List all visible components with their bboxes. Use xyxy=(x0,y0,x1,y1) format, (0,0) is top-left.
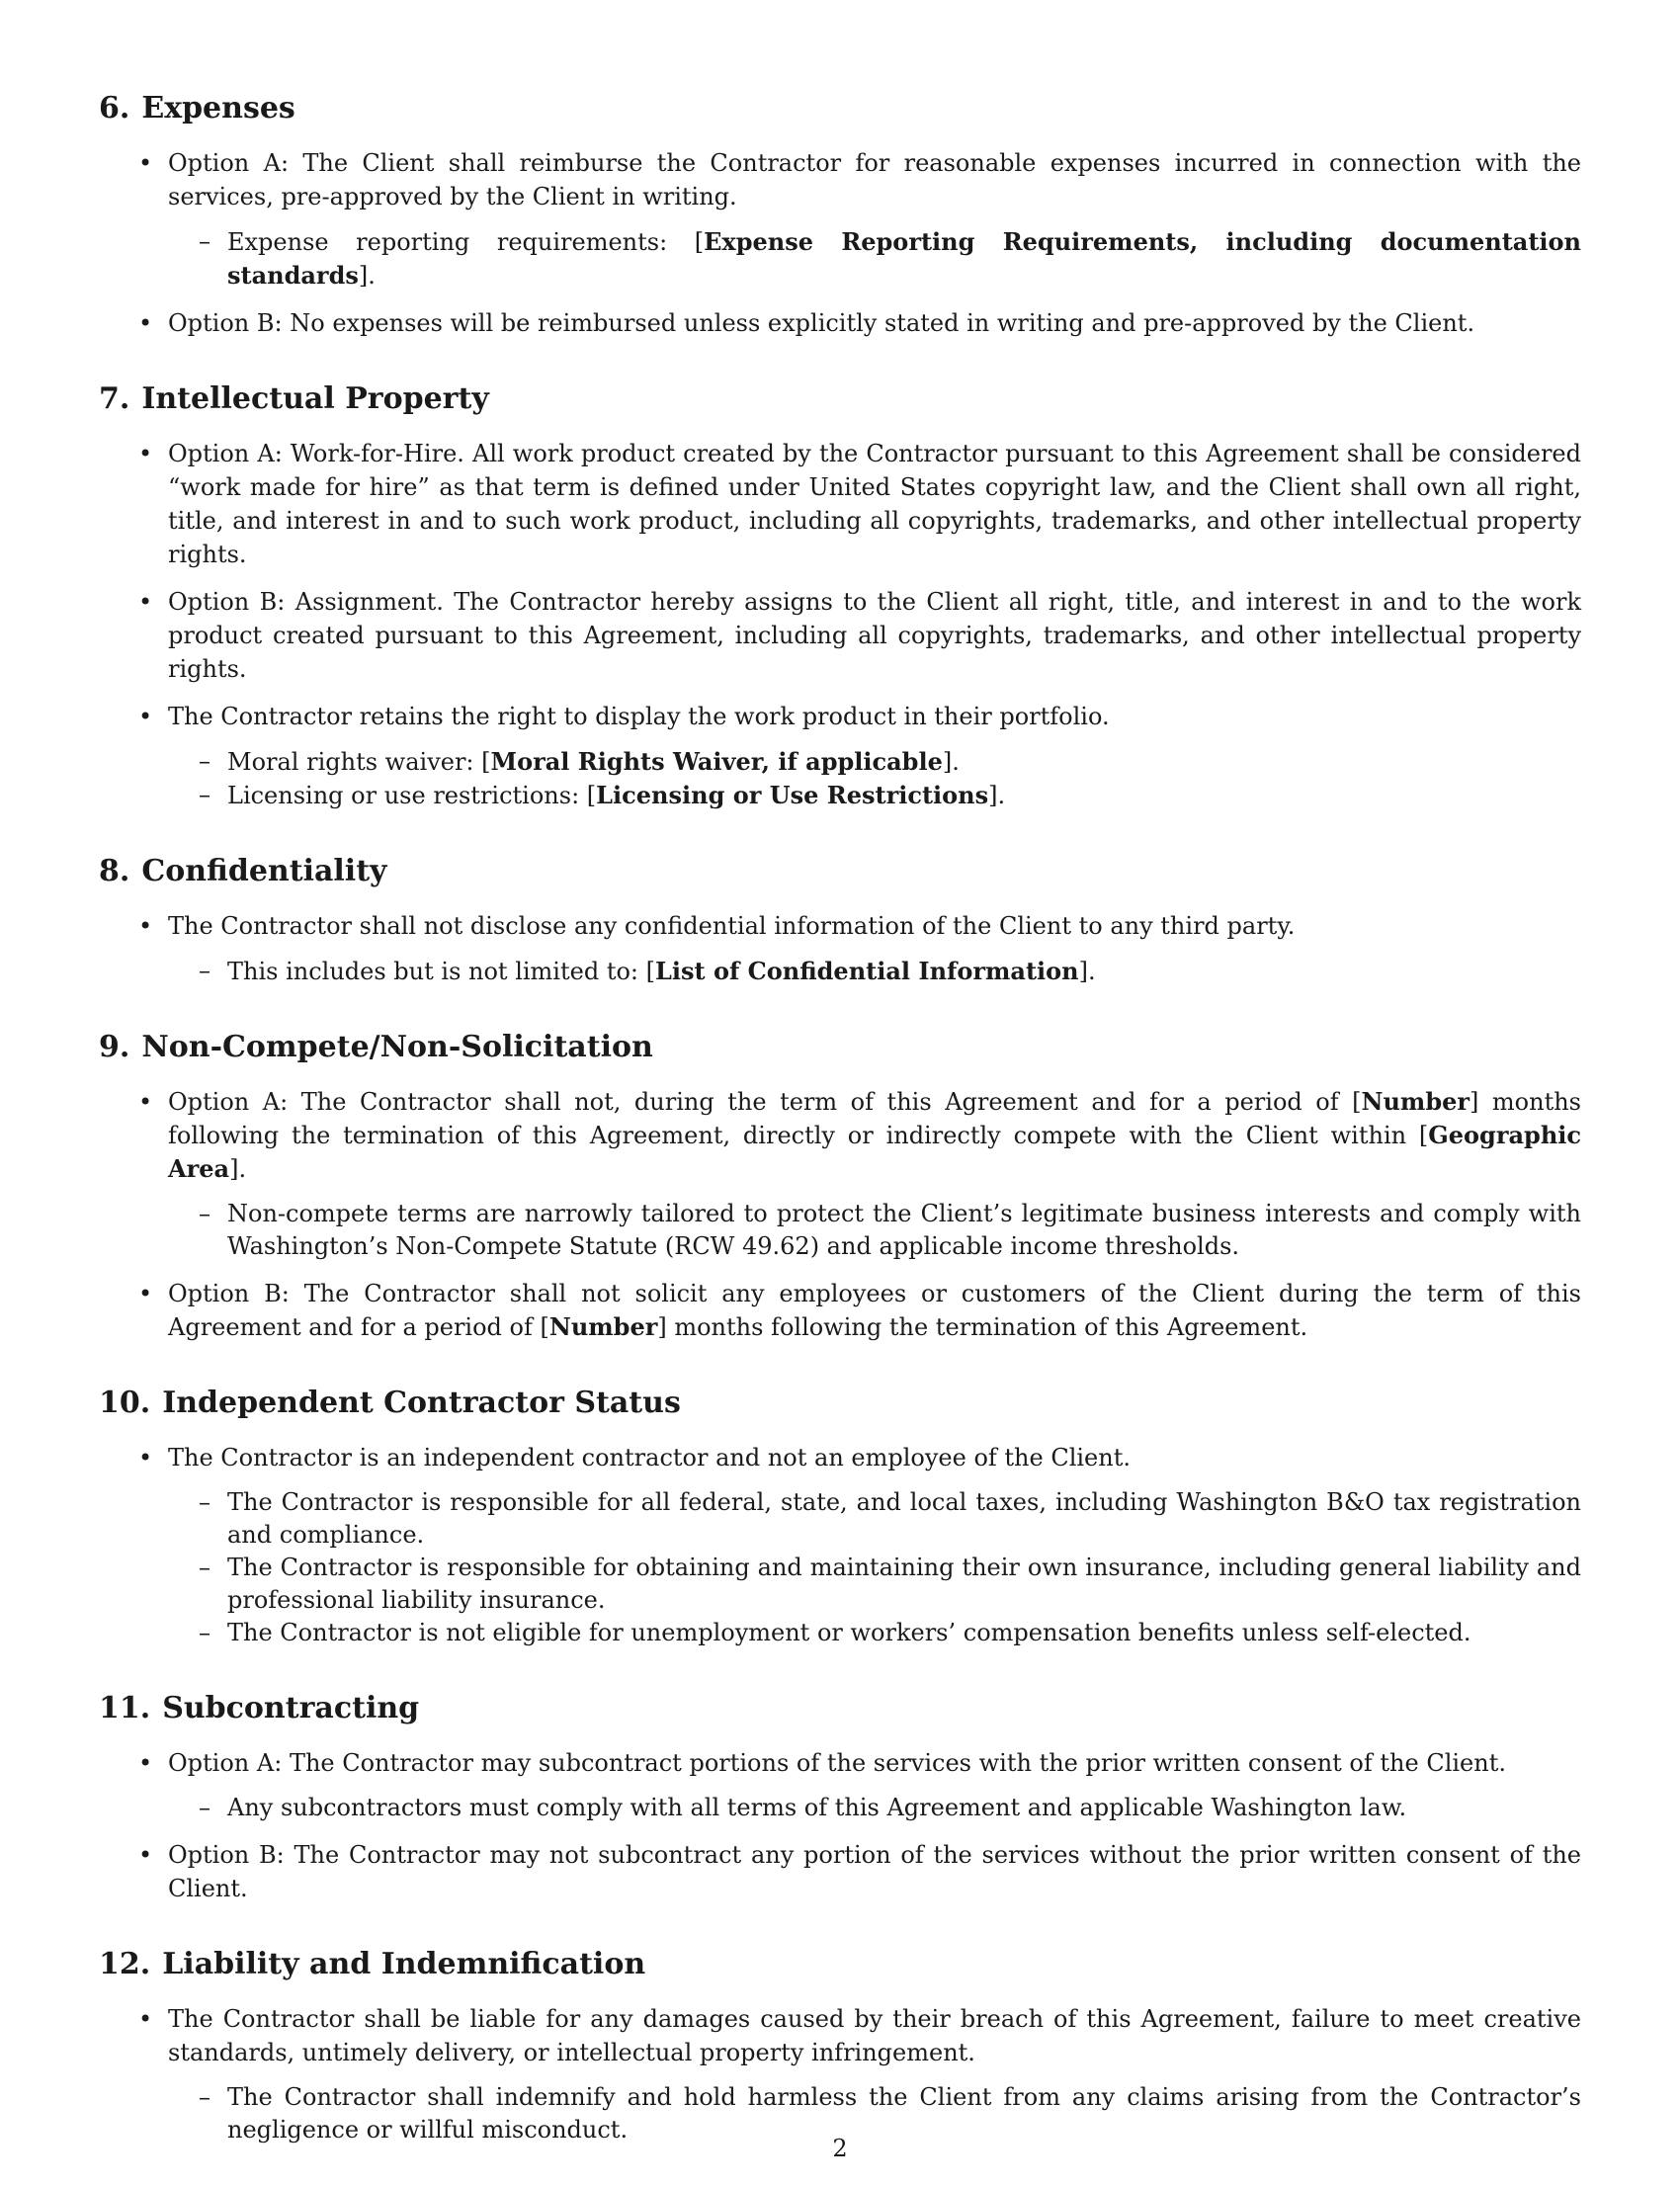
item-text: Moral rights waiver: [ xyxy=(227,748,491,776)
section-title: Expenses xyxy=(141,91,295,126)
item-text: The Contractor retains the right to display the work product in their portfolio. xyxy=(168,703,1110,730)
placeholder-field: Geographic Area xyxy=(168,1121,1581,1183)
section-number: 12. xyxy=(99,1947,151,1981)
item-text: Non-compete terms are narrowly tailored to protect the Client’s legitimate business interests and comply with Washington’s Non-Compete Statute (RCW 49.62) and applicable income thresholds. xyxy=(227,1200,1581,1260)
item-text: ]. xyxy=(988,782,1006,809)
section-heading xyxy=(99,1028,1581,1067)
section-intellectual-property xyxy=(99,379,1581,812)
item-text: Option B: No expenses will be reimbursed unless explicitly stated in writing and pre-approved by the Client. xyxy=(168,309,1475,337)
sub-list-item xyxy=(168,1617,1581,1649)
item-text: Option B: Assignment. The Contractor hereby assigns to the Client all right, title, and interest in and to the work product created pursuant to this Agreement, including all copyrights, trademarks, and other intellectual property rights. xyxy=(168,588,1581,683)
section-subcontracting xyxy=(99,1689,1581,1905)
section-title: Independent Contractor Status xyxy=(162,1386,681,1420)
item-text: ]. xyxy=(358,262,376,290)
section-heading xyxy=(99,1945,1581,1984)
item-text: Option A: The Client shall reimburse the Contractor for reasonable expenses incurred in connection with the services, pre-approved by the Client in writing. xyxy=(168,149,1581,210)
item-text: Any subcontractors must comply with all terms of this Agreement and applicable Washington law. xyxy=(227,1794,1407,1821)
sub-list-item xyxy=(168,1552,1581,1617)
item-text: This includes but is not limited to: [ xyxy=(227,958,655,985)
item-text: ]. xyxy=(229,1155,247,1183)
placeholder-field: Expense Reporting Requirements, including documentation standards xyxy=(227,227,1581,290)
list-item xyxy=(99,585,1581,686)
section-non-compete xyxy=(99,1028,1581,1344)
section-number: 7. xyxy=(99,381,130,416)
list-item xyxy=(99,2002,1581,2146)
section-number: 6. xyxy=(99,91,130,126)
section-title: Confidentiality xyxy=(141,854,387,888)
item-text: The Contractor shall indemnify and hold harmless the Client from any claims arising from the Contractor’s negligence or willful misconduct. xyxy=(227,2083,1581,2144)
list-item xyxy=(99,306,1581,340)
section-heading xyxy=(99,379,1581,419)
sub-list-item xyxy=(168,1198,1581,1263)
section-heading xyxy=(99,89,1581,128)
placeholder-field: Number xyxy=(548,1312,658,1341)
section-liability xyxy=(99,1945,1581,2146)
list-item xyxy=(99,1085,1581,1263)
item-text: ]. xyxy=(942,748,960,776)
list-item xyxy=(99,1838,1581,1905)
sub-list-item xyxy=(168,1486,1581,1552)
sub-list-item xyxy=(168,779,1581,812)
section-independent-contractor xyxy=(99,1384,1581,1649)
sub-list-item xyxy=(168,745,1581,779)
item-text: ]. xyxy=(1078,958,1096,985)
section-expenses xyxy=(99,89,1581,340)
section-number: 10. xyxy=(99,1386,151,1420)
document-page xyxy=(99,89,1581,2186)
section-number: 9. xyxy=(99,1030,130,1064)
list-item xyxy=(99,1441,1581,1649)
section-heading xyxy=(99,1689,1581,1728)
list-item xyxy=(99,700,1581,812)
item-text: Option B: The Contractor may not subcontract any portion of the services without the prior written consent of the Client. xyxy=(168,1841,1581,1902)
item-text: Option A: Work-for-Hire. All work product created by the Contractor pursuant to this Agreement shall be considered “work made for hire” as that term is defined under United States copyright law, and the Client shall own all right, title, and interest in and to such work product, including all copyrights, trademarks, and other intellectual property rights. xyxy=(168,440,1581,568)
section-number: 11. xyxy=(99,1691,151,1725)
item-text: The Contractor is responsible for obtaining and maintaining their own insurance, including general liability and professional liability insurance. xyxy=(227,1554,1581,1614)
item-text: Option B: The Contractor shall not solicit any employees or customers of the Client during the term of this Agreement and for a period of [ xyxy=(168,1280,1581,1341)
item-text: The Contractor is responsible for all federal, state, and local taxes, including Washington B&O tax registration and compliance. xyxy=(227,1488,1581,1549)
section-heading xyxy=(99,1384,1581,1423)
sub-list-item xyxy=(168,955,1581,988)
page-number: 2 xyxy=(832,2135,848,2162)
section-title: Non-Compete/Non-Solicitation xyxy=(141,1030,653,1064)
section-title: Intellectual Property xyxy=(141,381,489,416)
item-text: ] months following the termination of this Agreement, directly or indirectly compete with the Client within [ xyxy=(168,1088,1581,1149)
item-text: The Contractor is an independent contractor and not an employee of the Client. xyxy=(168,1444,1131,1471)
placeholder-field: Licensing or Use Restrictions xyxy=(596,781,989,809)
sub-list-item xyxy=(168,1792,1581,1824)
section-confidentiality xyxy=(99,852,1581,988)
list-item xyxy=(99,437,1581,571)
list-item xyxy=(99,909,1581,988)
item-text: The Contractor is not eligible for unemployment or workers’ compensation benefits unless self-elected. xyxy=(227,1619,1471,1646)
placeholder-field: List of Confidential Information xyxy=(655,957,1079,985)
item-text: Expense reporting requirements: [ xyxy=(227,228,705,256)
section-number: 8. xyxy=(99,854,130,888)
sub-list-item xyxy=(168,225,1581,293)
list-item xyxy=(99,1746,1581,1824)
section-title: Liability and Indemnification xyxy=(162,1947,646,1981)
placeholder-field: Moral Rights Waiver, if applicable xyxy=(490,747,943,776)
placeholder-field: Number xyxy=(1361,1087,1470,1116)
item-text: Licensing or use restrictions: [ xyxy=(227,782,597,809)
list-item xyxy=(99,1277,1581,1344)
list-item xyxy=(99,146,1581,293)
section-title: Subcontracting xyxy=(162,1691,420,1725)
section-heading xyxy=(99,852,1581,891)
item-text: Option A: The Contractor shall not, during the term of this Agreement and for a period of [ xyxy=(168,1088,1362,1116)
item-text: The Contractor shall not disclose any confidential information of the Client to any third party. xyxy=(168,912,1296,940)
item-text: ] months following the termination of this Agreement. xyxy=(657,1313,1308,1341)
item-text: The Contractor shall be liable for any damages caused by their breach of this Agreement, failure to meet creative standards, untimely delivery, or intellectual property infringement. xyxy=(168,2005,1581,2066)
item-text: Option A: The Contractor may subcontract portions of the services with the prior written consent of the Client. xyxy=(168,1749,1506,1777)
